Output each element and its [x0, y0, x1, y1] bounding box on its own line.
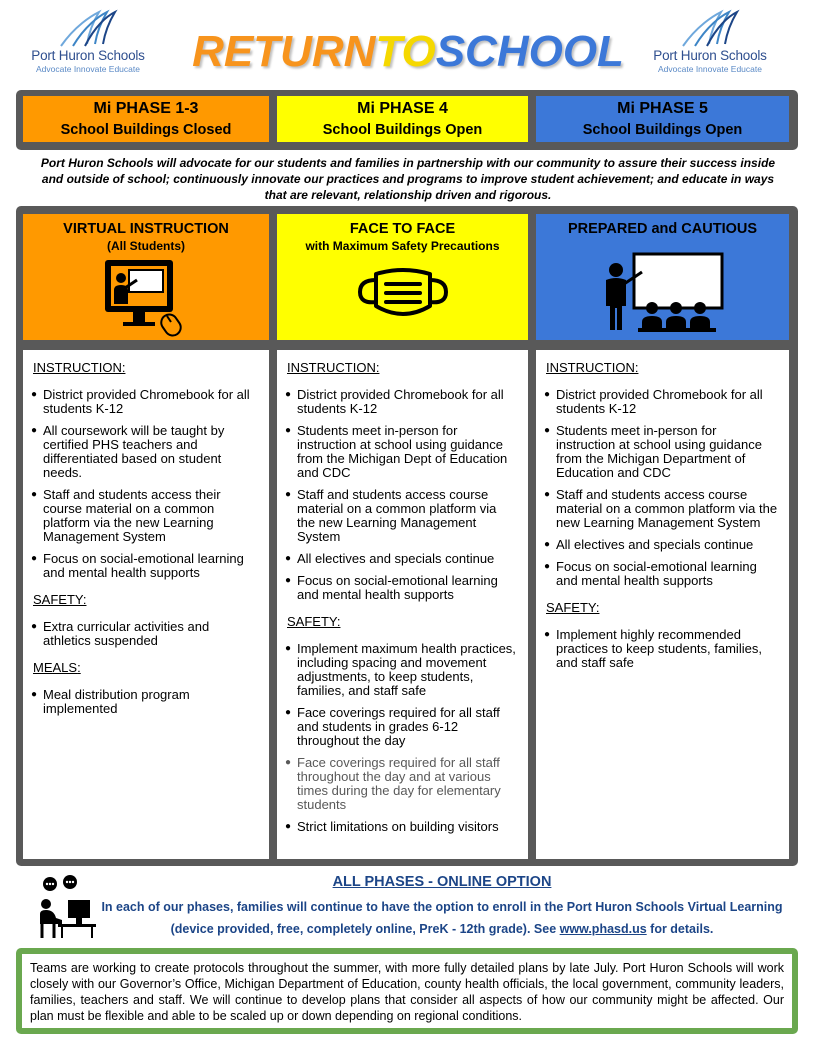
- list-item: ● All coursework will be taught by certified PHS teachers and differentiated based on student needs.: [33, 424, 259, 480]
- logo-name: Port Huron Schools: [31, 48, 145, 63]
- section-heading-safety: SAFETY:: [33, 592, 87, 607]
- computer-lesson-icon: [101, 258, 191, 338]
- section-heading-meals: MEALS:: [33, 660, 81, 675]
- remote-learner-icon: [32, 874, 98, 940]
- online-option-title: ALL PHASES - ONLINE OPTION: [332, 874, 552, 890]
- logo-tagline: Advocate Innovate Educate: [36, 64, 140, 74]
- list-item: ● Students meet in-person for instruction at school using guidance from the Michigan Dept of Education and CDC: [287, 424, 518, 480]
- meals-label: MEALS: [33, 660, 78, 675]
- logo-swoosh-icon: [53, 8, 123, 48]
- online-text-after: for details.: [646, 922, 714, 936]
- safety-list: [546, 628, 779, 670]
- section-heading-safety: SAFETY:: [287, 614, 341, 629]
- list-item: ● Face coverings required for all staff and students in grades 6-12 throughout the day: [287, 706, 518, 748]
- list-item: ● Strict limitations on building visitors: [287, 820, 518, 834]
- list-item: ● Focus on social-emotional learning and mental health supports: [546, 560, 779, 588]
- mission-statement: Port Huron Schools will advocate for our students and families in partnership with our community to assure their success inside and outside of school; continuously innovate our practices and programs to improve student achievement; and educate in ways that are relevant, relationship driven and rigorous.: [40, 156, 776, 202]
- title-word-school: SCHOOL: [435, 27, 624, 76]
- phase-title: Mi PHASE 5: [617, 100, 708, 117]
- list-item: ● Staff and students access course material on a common platform via the new Learning Management System: [287, 488, 518, 544]
- section-heading-instruction: INSTRUCTION:: [33, 360, 126, 375]
- logo-tagline: Advocate Innovate Educate: [658, 64, 762, 74]
- column-face-to-face: [277, 350, 528, 859]
- section-heading-safety: SAFETY:: [546, 600, 600, 615]
- list-item: ● Implement maximum health practices, including spacing and movement adjustments, to keep students, families, and staff safe: [287, 642, 518, 698]
- list-item: ● Meal distribution program implemented: [33, 688, 259, 716]
- instruction-list: [546, 388, 779, 588]
- online-option-text: [100, 896, 784, 940]
- title-word-return: RETURN: [192, 27, 376, 76]
- safety-list: [33, 620, 259, 648]
- mode-subtitle: (All Students): [107, 239, 185, 253]
- mode-face-to-face: [277, 214, 528, 340]
- list-item: ● District provided Chromebook for all students K-12: [287, 388, 518, 416]
- logo-name: Port Huron Schools: [653, 48, 767, 63]
- column-virtual: [23, 350, 269, 859]
- section-heading-instruction: INSTRUCTION:: [287, 360, 380, 375]
- phase-subtitle: School Buildings Closed: [60, 122, 232, 138]
- instruction-list: [287, 388, 518, 602]
- meals-list: [33, 688, 259, 716]
- list-item: ● Focus on social-emotional learning and mental health supports: [287, 574, 518, 602]
- phase-4-header: [277, 96, 528, 142]
- phase-subtitle: School Buildings Open: [322, 122, 483, 138]
- list-item: ● All electives and specials continue: [546, 538, 779, 552]
- instruction-list: [33, 388, 259, 580]
- list-item: ● All electives and specials continue: [287, 552, 518, 566]
- phase-subtitle: School Buildings Open: [582, 122, 743, 138]
- list-item: ● Focus on social-emotional learning and mental health supports: [33, 552, 259, 580]
- list-item: ● Implement highly recommended practices to keep students, families, and staff safe: [546, 628, 779, 670]
- list-item: ● Staff and students access course material on a common platform via the new Learning Management System: [546, 488, 779, 530]
- mode-title: PREPARED and CAUTIOUS: [567, 221, 758, 237]
- list-item: ● Students meet in-person for instruction at school using guidance from the Michigan Department of Education and CDC: [546, 424, 779, 480]
- mode-prepared-cautious: [536, 214, 789, 340]
- title-word-to: TO: [375, 27, 436, 76]
- mode-subtitle: with Maximum Safety Precautions: [305, 239, 500, 253]
- list-item: ● Extra curricular activities and athletics suspended: [33, 620, 259, 648]
- phase-5-header: [536, 96, 789, 142]
- page-title: [178, 22, 638, 82]
- list-item: ● District provided Chromebook for all students K-12: [33, 388, 259, 416]
- phase-1-3-header: [23, 96, 269, 142]
- section-heading-instruction: INSTRUCTION:: [546, 360, 639, 375]
- classroom-teacher-icon: [598, 250, 728, 334]
- school-logo-right: [640, 8, 780, 88]
- column-prepared-cautious: [536, 350, 789, 859]
- mode-virtual-instruction: [23, 214, 269, 340]
- online-text-before: In each of our phases, families will continue to have the option to enroll in the Port Huron Schools Virtual Learning (device provided, free, completely online, PreK - 12th grade). See: [101, 900, 783, 936]
- mode-title: VIRTUAL INSTRUCTION: [63, 221, 229, 237]
- mode-title: FACE TO FACE: [349, 221, 456, 237]
- phasd-link[interactable]: www.phasd.us: [559, 922, 647, 936]
- school-logo-left: [18, 8, 158, 88]
- list-item: ● Face coverings required for all staff throughout the day and at various times during the day for elementary students: [287, 756, 518, 812]
- footer-note: Teams are working to create protocols throughout the summer, with more fully detailed plans by late July. Port Huron Schools will work closely with our Governor’s Office, Michigan Department of Education, county health officials, the local government, community leaders, families, teachers and staff. We will continue to develop plans that consider all aspects of how our community might be affected. Our plan must be flexible and able to be scaled up or down depending on regional conditions.: [22, 954, 792, 1028]
- logo-swoosh-icon: [675, 8, 745, 48]
- list-item: ● Staff and students access their course material on a common platform via the new Learning Management System: [33, 488, 259, 544]
- safety-list: [287, 642, 518, 834]
- phase-title: Mi PHASE 4: [357, 100, 448, 117]
- phase-title: Mi PHASE 1-3: [93, 100, 199, 117]
- list-item: ● District provided Chromebook for all students K-12: [546, 388, 779, 416]
- face-mask-icon: [356, 266, 450, 322]
